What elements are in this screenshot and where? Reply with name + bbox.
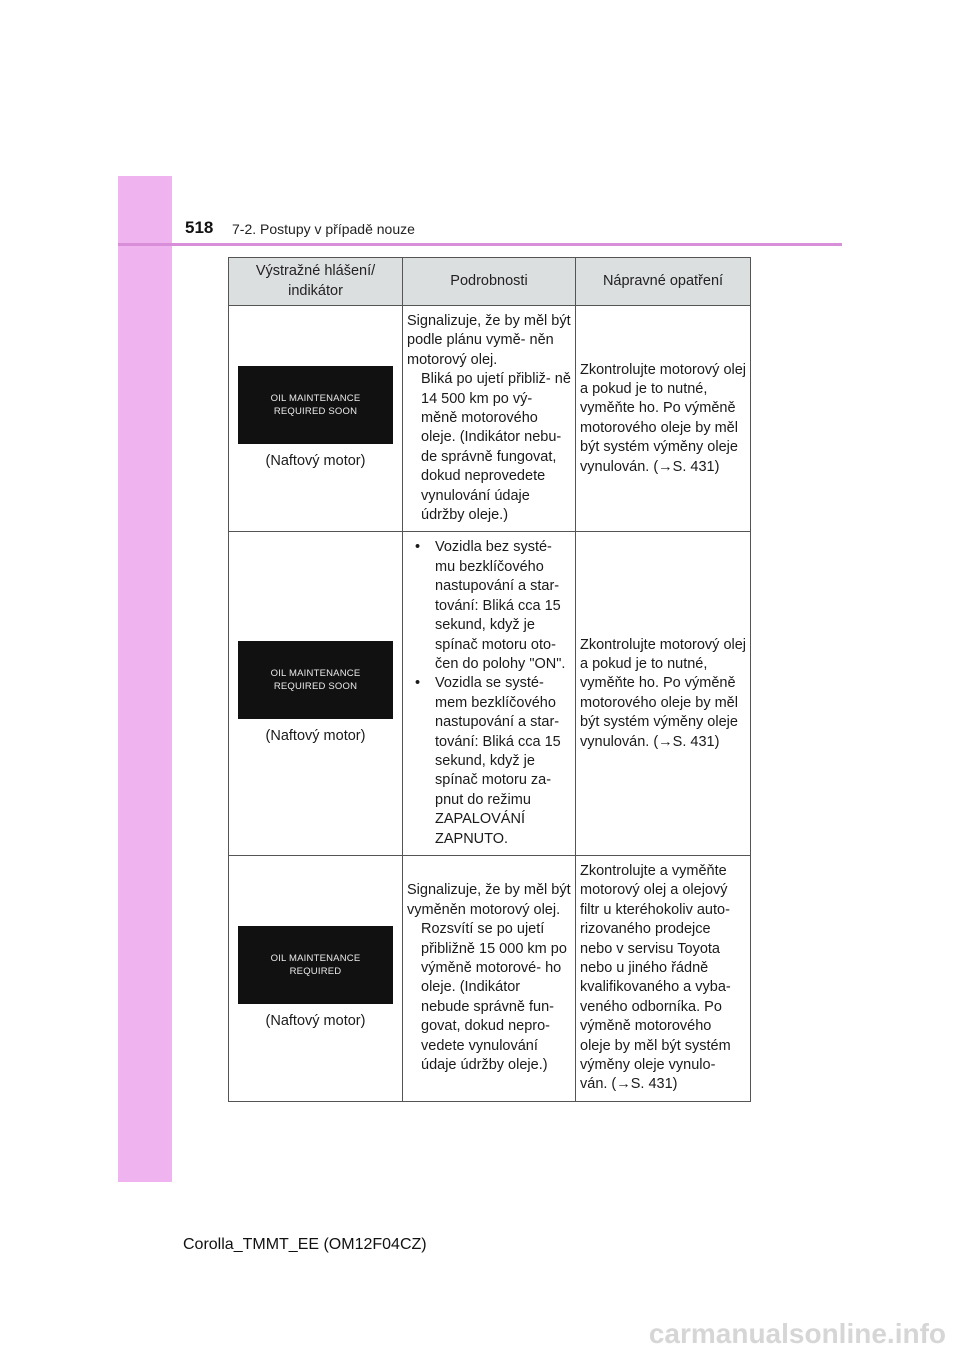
details-cell	[403, 532, 576, 856]
column-header-indicator: Výstražné hlášení/ indikátor	[229, 258, 403, 306]
details-cell	[403, 855, 576, 1101]
engine-variant-label: (Naftový motor)	[265, 728, 366, 745]
screen-text-line1: OIL MAINTENANCE	[270, 952, 361, 964]
indicator-cell	[229, 532, 403, 856]
indicator-cell	[229, 306, 403, 532]
action-text: Zkontrolujte motorový olej a pokud je to nutné, vyměňte ho. Po výměně motorového oleje by měl být systém výměny oleje vynulován. (→S. 431)	[580, 636, 747, 750]
details-bullet-list	[407, 538, 571, 849]
action-text: Zkontrolujte motorový olej a pokud je to nutné, vyměňte ho. Po výměně motorového oleje by měl být systém výměny oleje vynulován. (→S. 431)	[580, 361, 747, 475]
chapter-tab-sidebar	[118, 176, 172, 1182]
table-row	[229, 306, 751, 532]
table-header-row	[229, 258, 751, 306]
column-header-details: Podrobnosti	[403, 258, 576, 306]
action-cell	[576, 855, 751, 1101]
details-intro: Signalizuje, že by měl být podle plánu vymě- něn motorový olej.	[407, 313, 571, 368]
column-header-action: Nápravné opatření	[576, 258, 751, 306]
footer-doc-id: Corolla_TMMT_EE (OM12F04CZ)	[183, 1236, 427, 1253]
details-sub: Rozsvítí se po ujetí přibližně 15 000 km po výměně motorové- ho oleje. (Indikátor nebude správně fun- govat, dokud nepro- vedete vynulování údaje údržby oleje.)	[421, 921, 567, 1074]
engine-variant-label: (Naftový motor)	[265, 1012, 366, 1029]
warning-table	[228, 257, 751, 1102]
display-screen-image	[238, 366, 393, 444]
action-text: Zkontrolujte a vyměňte motorový olej a olejový filtr u kteréhokoliv auto- rizovaného prodejce nebo v servisu Toyota nebo u jiného řádně kvalifikovaného a vyba- veného odborníka. Po výměně motorového oleje by měl být systém výměny oleje vynulo- ván. (→S. 431)	[580, 862, 731, 1093]
indicator-cell	[229, 855, 403, 1101]
action-cell	[576, 306, 751, 532]
screen-text-line2: REQUIRED	[289, 965, 342, 977]
table-row	[229, 855, 751, 1101]
page-number: 518	[185, 218, 214, 237]
details-intro: Signalizuje, že by měl být vyměněn motorový olej.	[407, 882, 571, 918]
screen-text-line1: OIL MAINTENANCE	[270, 393, 361, 405]
details-bullet: • Vozidla bez systé- mu bezklíčového nastupování a star- tování: Bliká cca 15 sekund, když je spínač motoru oto- čen do polohy "ON".	[407, 538, 571, 674]
screen-text-line2: REQUIRED SOON	[273, 406, 358, 418]
display-screen-image	[238, 926, 393, 1004]
details-sub: Bliká po ujetí přibliž- ně 14 500 km po vý- měně motorového oleje. (Indikátor nebu- de správně fungovat, dokud neprovedete vynulování údaje údržby oleje.)	[421, 371, 571, 524]
watermark-site-url: carmanualsonline.info	[648, 1318, 946, 1349]
action-cell	[576, 532, 751, 856]
details-cell	[403, 306, 576, 532]
chapter-title: 7-2. Postupy v případě nouze	[232, 221, 415, 237]
screen-text-line1: OIL MAINTENANCE	[270, 668, 361, 680]
table-row	[229, 532, 751, 856]
display-screen-image	[238, 641, 393, 719]
engine-variant-label: (Naftový motor)	[265, 453, 366, 470]
screen-text-line2: REQUIRED SOON	[273, 681, 358, 693]
details-bullet: • Vozidla se systé- mem bezklíčového nastupování a star- tování: Bliká cca 15 sekund, když je spínač motoru za- pnut do režimu ZAPALOVÁNÍ ZAPNUTO.	[407, 674, 571, 849]
header-divider	[118, 243, 842, 246]
